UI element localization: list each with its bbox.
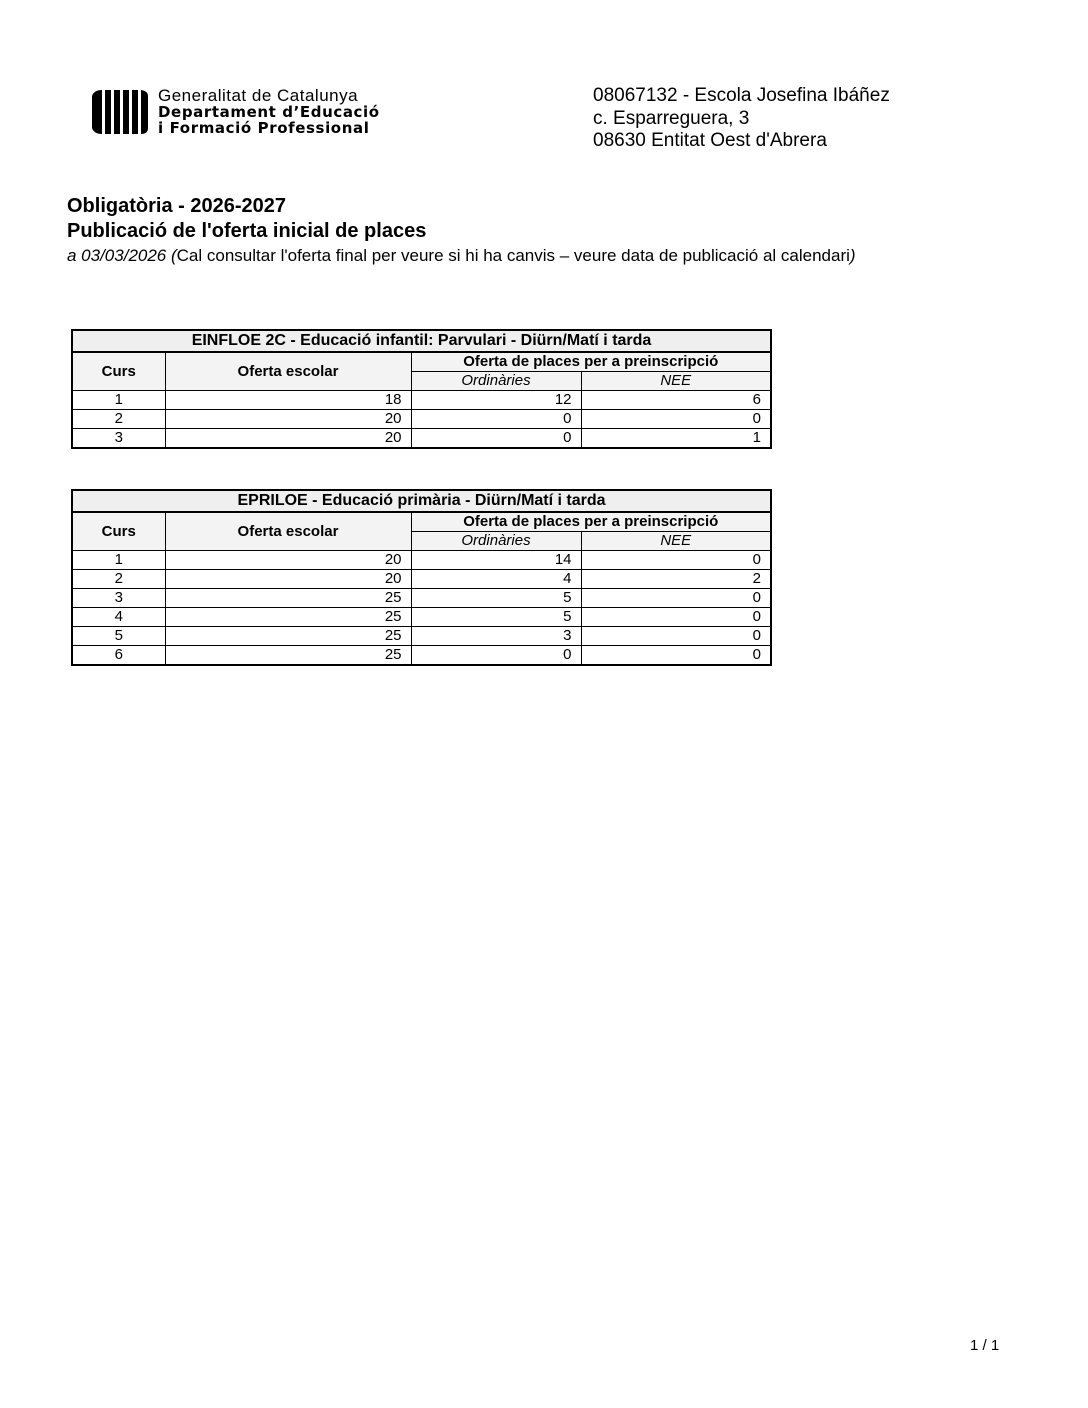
col-header-places: Oferta de places per a preinscripció: [411, 512, 771, 532]
col-header-places: Oferta de places per a preinscripció: [411, 352, 771, 372]
col-header-ordinaries: Ordinàries: [411, 532, 581, 551]
table-row: [72, 608, 771, 627]
cell-ordinaries: 0: [411, 429, 581, 449]
cell-oferta: 20: [165, 410, 411, 429]
cell-curs: 2: [72, 410, 165, 429]
title-stage: Obligatòria - 2026-2027: [67, 195, 286, 217]
cell-ordinaries: 12: [411, 391, 581, 410]
table-row: [72, 589, 771, 608]
table-row: [72, 429, 771, 449]
cell-oferta: 25: [165, 589, 411, 608]
school-name: 08067132 - Escola Josefina Ibáñez: [593, 85, 890, 106]
cell-curs: 1: [72, 551, 165, 570]
cell-nee: 1: [581, 429, 771, 449]
table-title: EPRILOE - Educació primària - Diürn/Matí i tarda: [72, 490, 771, 512]
cell-oferta: 20: [165, 551, 411, 570]
col-header-oferta: Oferta escolar: [165, 352, 411, 391]
cell-ordinaries: 3: [411, 627, 581, 646]
note-text: Cal consultar l'oferta final per veure si hi ha canvis – veure data de publicació al calendari: [176, 246, 850, 265]
catalonia-emblem-icon: [90, 88, 150, 136]
cell-ordinaries: 4: [411, 570, 581, 589]
offer-table-infantil: [71, 329, 772, 449]
cell-nee: 0: [581, 627, 771, 646]
title-publication: Publicació de l'oferta inicial de places: [67, 220, 427, 242]
cell-curs: 3: [72, 429, 165, 449]
cell-oferta: 25: [165, 627, 411, 646]
cell-curs: 4: [72, 608, 165, 627]
logo-line-department: Departament d’Educació: [158, 103, 380, 121]
cell-curs: 1: [72, 391, 165, 410]
note-close: ): [849, 246, 856, 265]
cell-nee: 0: [581, 410, 771, 429]
cell-oferta: 18: [165, 391, 411, 410]
cell-nee: 0: [581, 551, 771, 570]
table-row: [72, 551, 771, 570]
cell-nee: 6: [581, 391, 771, 410]
logo-line-formacio: i Formació Professional: [158, 119, 370, 137]
cell-nee: 2: [581, 570, 771, 589]
school-city: 08630 Entitat Oest d'Abrera: [593, 130, 827, 151]
cell-curs: 6: [72, 646, 165, 666]
cell-ordinaries: 0: [411, 410, 581, 429]
cell-ordinaries: 5: [411, 589, 581, 608]
col-header-nee: NEE: [581, 372, 771, 391]
cell-nee: 0: [581, 608, 771, 627]
table-row: [72, 627, 771, 646]
cell-ordinaries: 5: [411, 608, 581, 627]
cell-oferta: 25: [165, 608, 411, 627]
school-info: [593, 85, 890, 153]
cell-oferta: 20: [165, 429, 411, 449]
cell-oferta: 25: [165, 646, 411, 666]
table-title: EINFLOE 2C - Educació infantil: Parvulari - Diürn/Matí i tarda: [72, 330, 771, 352]
offer-table-primaria: [71, 489, 772, 666]
logo-line-generalitat: Generalitat de Catalunya: [158, 86, 359, 105]
cell-nee: 0: [581, 589, 771, 608]
page-title: [67, 194, 426, 244]
col-header-curs: Curs: [72, 352, 165, 391]
table-row: [72, 391, 771, 410]
cell-curs: 5: [72, 627, 165, 646]
generalitat-logo: [90, 88, 450, 138]
cell-curs: 2: [72, 570, 165, 589]
cell-nee: 0: [581, 646, 771, 666]
col-header-ordinaries: Ordinàries: [411, 372, 581, 391]
cell-ordinaries: 14: [411, 551, 581, 570]
cell-ordinaries: 0: [411, 646, 581, 666]
cell-oferta: 20: [165, 570, 411, 589]
col-header-nee: NEE: [581, 532, 771, 551]
col-header-curs: Curs: [72, 512, 165, 551]
page-number: 1 / 1: [970, 1337, 1000, 1354]
table-row: [72, 410, 771, 429]
cell-curs: 3: [72, 589, 165, 608]
note-date: a 03/03/2026 (: [67, 246, 177, 265]
col-header-oferta: Oferta escolar: [165, 512, 411, 551]
publication-note: [67, 246, 856, 266]
school-address: c. Esparreguera, 3: [593, 107, 750, 129]
table-row: [72, 646, 771, 666]
table-row: [72, 570, 771, 589]
